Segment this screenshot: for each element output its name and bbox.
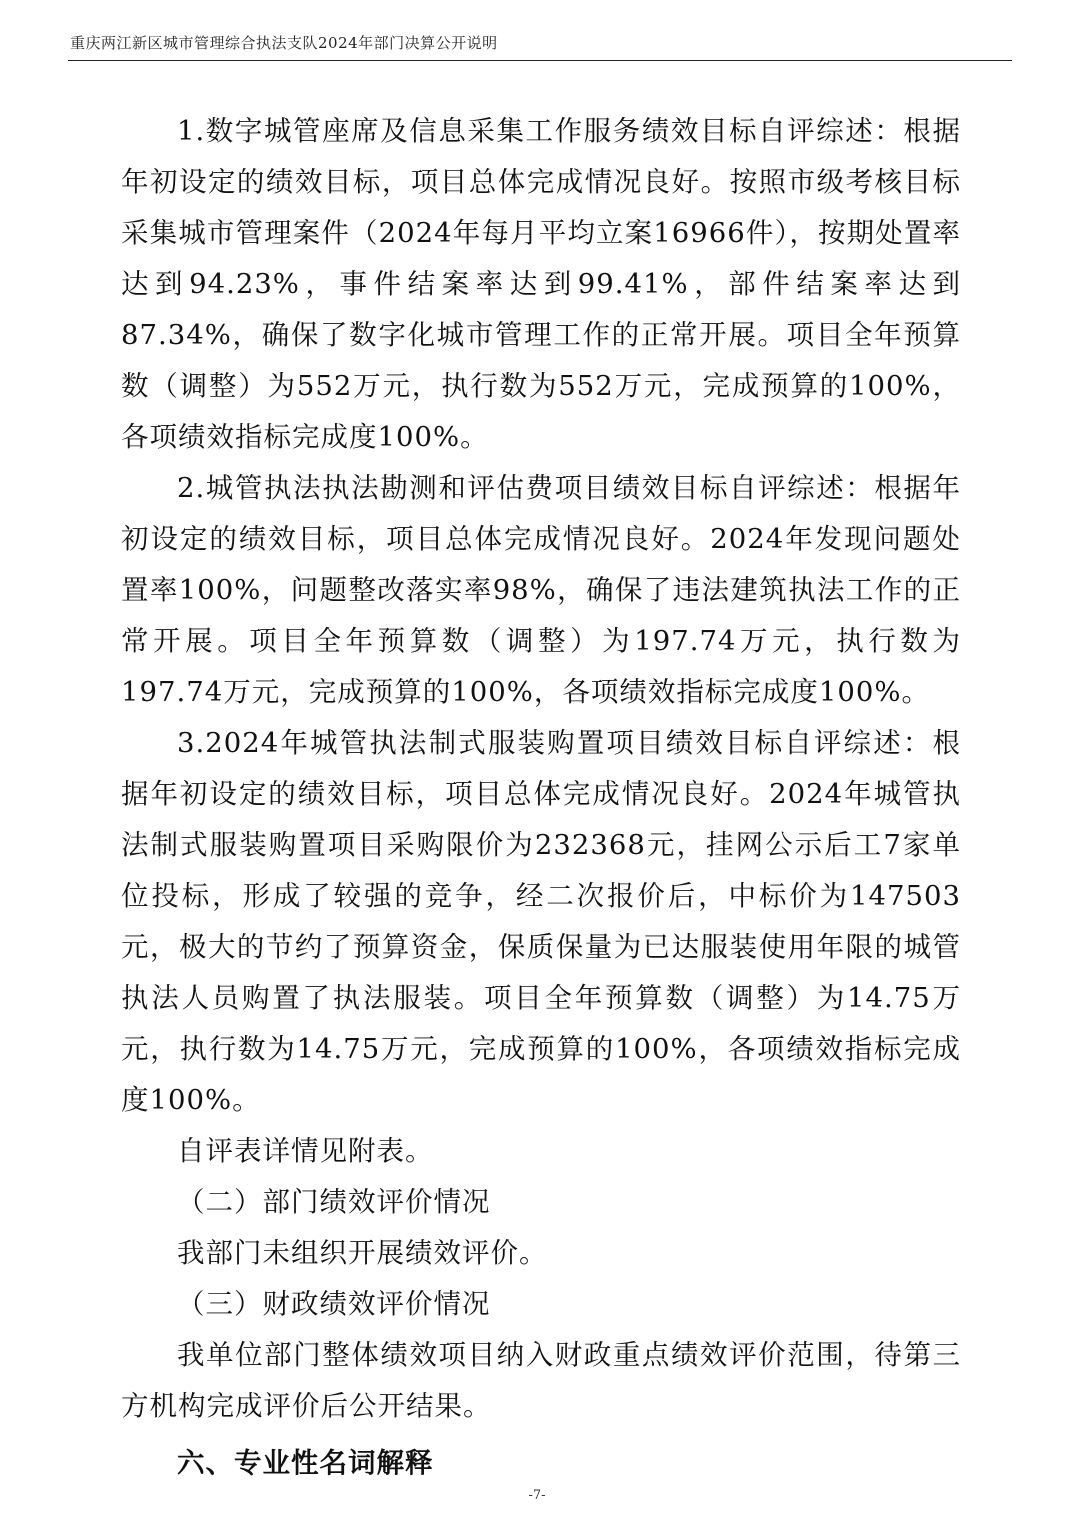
attachment-note: 自评表详情见附表。	[177, 1135, 434, 1167]
section-heading-glossary: 六、专业性名词解释	[177, 1447, 434, 1479]
subsection-heading-finance-evaluation: （三）财政绩效评价情况	[177, 1288, 491, 1320]
paragraph-item-1: 1.数字城管座席及信息采集工作服务绩效目标自评综述：根据年初设定的绩效目标，项目总体完成情况良好。按照市级考核目标采集城市管理案件（2024年每月平均立案16966件），按期处置率达到94.23%，事件结案率达到99.41%，部件结案率达到87.34%，确保了数字化城市管理工作的正常开展。项目全年预算数（调整）为552万元，执行数为552万元，完成预算的100%，各项绩效指标完成度100%。	[121, 115, 961, 453]
subsection-body-department-evaluation: 我部门未组织开展绩效评价。	[177, 1237, 548, 1269]
page-header-title: 重庆两江新区城市管理综合执法支队2024年部门决算公开说明	[70, 34, 498, 52]
subsection-heading-department-evaluation: （二）部门绩效评价情况	[177, 1186, 491, 1218]
document-body	[121, 106, 961, 1489]
header-divider	[68, 60, 1012, 61]
paragraph-item-3: 3.2024年城管执法制式服装购置项目绩效目标自评综述：根据年初设定的绩效目标，项目总体完成情况良好。2024年城管执法制式服装购置项目采购限价为232368元，挂网公示后工7家单位投标，形成了较强的竞争，经二次报价后，中标价为147503元，极大的节约了预算资金，保质保量为已达服装使用年限的城管执法人员购置了执法服装。项目全年预算数（调整）为14.75万元，执行数为14.75万元，完成预算的100%，各项绩效指标完成度100%。	[121, 727, 961, 1116]
paragraph-item-2: 2.城管执法执法勘测和评估费项目绩效目标自评综述：根据年初设定的绩效目标，项目总体完成情况良好。2024年发现问题处置率100%，问题整改落实率98%，确保了违法建筑执法工作的正常开展。项目全年预算数（调整）为197.74万元，执行数为197.74万元，完成预算的100%，各项绩效指标完成度100%。	[121, 472, 961, 708]
page-number: -7-	[528, 1488, 546, 1503]
subsection-body-finance-evaluation: 我单位部门整体绩效项目纳入财政重点绩效评价范围，待第三方机构完成评价后公开结果。	[121, 1339, 961, 1422]
